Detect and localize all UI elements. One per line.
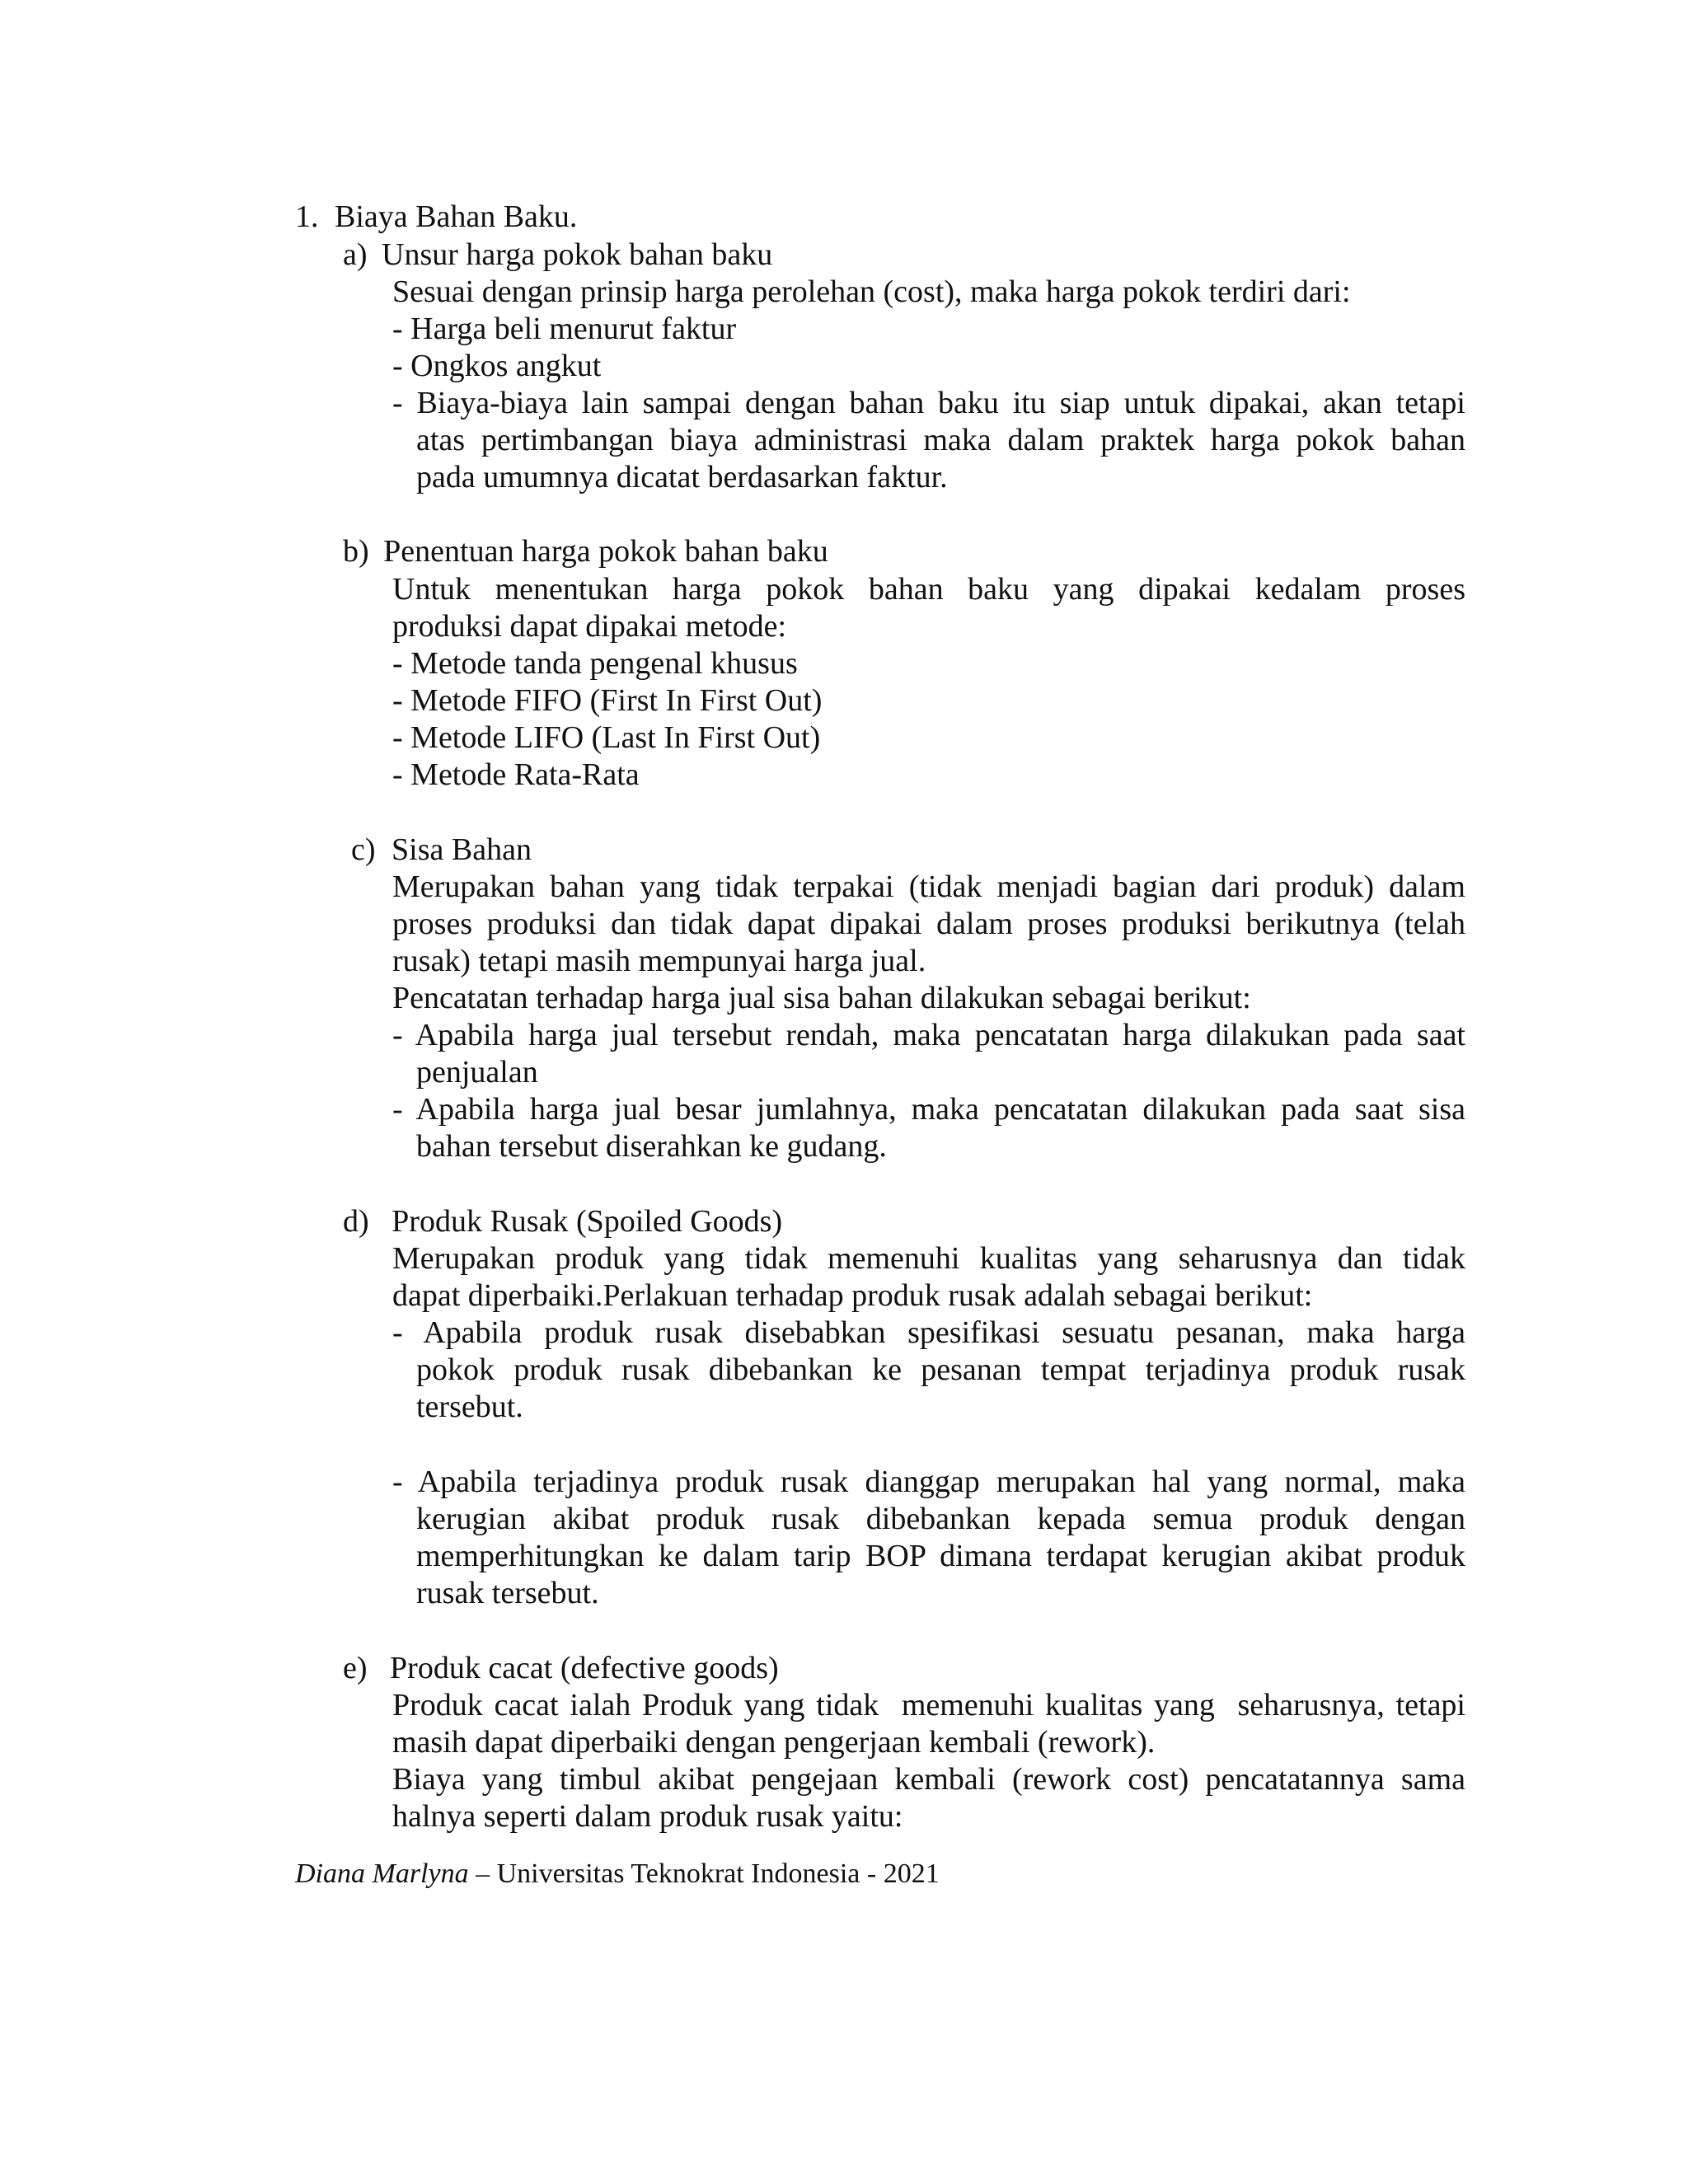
item-d-bullet-2-line-3: memperhitungkan ke dalam tarip BOP dimana terdapat kerugian akibat produk: [416, 1539, 1465, 1573]
item-c-bullet-2-line-2: bahan tersebut diserahkan ke gudang.: [416, 1129, 887, 1164]
item-c-title: Sisa Bahan: [392, 832, 532, 867]
item-b-method-1: - Metode tanda pengenal khusus: [392, 646, 798, 681]
page-footer: [295, 1857, 940, 1891]
item-d-heading: [343, 1202, 782, 1240]
item-a-bullet-1: - Harga beli menurut faktur: [392, 312, 737, 346]
item-a-marker: a): [343, 237, 368, 272]
item-a-intro: Sesuai dengan prinsip harga perolehan (cost), maka harga pokok terdiri dari:: [392, 274, 1351, 309]
item-b-intro-line-1: Untuk menentukan harga pokok bahan baku yang dipakai kedalam proses: [392, 572, 1465, 607]
item-b-marker: b): [343, 534, 369, 569]
item-e-para-1-line-2: masih dapat diperbaiki dengan pengerjaan kembali (rework).: [392, 1725, 1156, 1760]
item-d-para-line-1: Merupakan produk yang tidak memenuhi kualitas yang seharusnya dan tidak: [392, 1241, 1465, 1276]
item-a-bullet-2: - Ongkos angkut: [392, 349, 602, 383]
item-e-marker: e): [343, 1651, 368, 1685]
item-d-marker: d): [343, 1204, 369, 1239]
item-a-bullet-3-line-1: - Biaya-biaya lain sampai dengan bahan baku itu siap untuk dipakai, akan tetapi: [392, 386, 1465, 420]
item-c-bullet-1-line-1: - Apabila harga jual tersebut rendah, maka pencatatan harga dilakukan pada saat: [392, 1018, 1465, 1052]
item-b-heading: [343, 532, 828, 570]
item-d-bullet-1-line-3: tersebut.: [416, 1390, 523, 1424]
item-d-para-line-2: dapat diperbaiki.Perlakuan terhadap produk rusak adalah sebagai berikut:: [392, 1278, 1313, 1313]
item-e-heading: [343, 1649, 779, 1687]
section-number: 1.: [295, 199, 319, 234]
item-d-title: Produk Rusak (Spoiled Goods): [392, 1204, 783, 1239]
item-c-para-1-line-1: Merupakan bahan yang tidak terpakai (tidak menjadi bagian dari produk) dalam: [392, 869, 1465, 904]
item-b-method-4: - Metode Rata-Rata: [392, 757, 640, 792]
footer-affiliation: – Universitas Teknokrat Indonesia - 2021: [468, 1858, 940, 1889]
item-c-para-2: Pencatatan terhadap harga jual sisa bahan dilakukan sebagai berikut:: [392, 981, 1251, 1015]
item-b-title: Penentuan harga pokok bahan baku: [383, 534, 828, 569]
item-d-bullet-2-line-1: - Apabila terjadinya produk rusak dianggap merupakan hal yang normal, maka: [392, 1465, 1465, 1499]
footer-author: Diana Marlyna: [295, 1858, 469, 1889]
item-c-para-1-line-2: proses produksi dan tidak dapat dipakai dalam proses produksi berikutnya (telah: [392, 907, 1465, 941]
item-b-method-3: - Metode LIFO (Last In First Out): [392, 720, 821, 755]
item-d-bullet-1-line-1: - Apabila produk rusak disebabkan spesifikasi sesuatu pesanan, maka harga: [392, 1315, 1465, 1350]
item-d-bullet-2-line-2: kerugian akibat produk rusak dibebankan kepada semua produk dengan: [416, 1502, 1465, 1536]
section-title: Biaya Bahan Baku.: [335, 199, 578, 234]
item-a-bullet-3-line-3: pada umumnya dicatat berdasarkan faktur.: [416, 460, 948, 494]
item-e-para-2-line-1: Biaya yang timbul akibat pengejaan kembali (rework cost) pencatatannya sama: [392, 1762, 1465, 1797]
section-heading: [295, 198, 577, 236]
item-c-marker: c): [351, 832, 376, 867]
item-c-para-1-line-3: rusak) tetapi masih mempunyai harga jual.: [392, 944, 926, 978]
item-e-title: Produk cacat (defective goods): [390, 1651, 779, 1685]
item-a-heading: [343, 236, 772, 274]
item-c-bullet-1-line-2: penjualan: [416, 1055, 538, 1090]
item-c-heading: [351, 831, 532, 869]
item-a-bullet-3-line-2: atas pertimbangan biaya administrasi maka dalam praktek harga pokok bahan: [416, 423, 1465, 457]
item-a-title: Unsur harga pokok bahan baku: [382, 237, 773, 272]
item-b-intro-line-2: produksi dapat dipakai metode:: [392, 609, 787, 644]
item-b-method-2: - Metode FIFO (First In First Out): [392, 683, 823, 718]
item-d-bullet-1-line-2: pokok produk rusak dibebankan ke pesanan tempat terjadinya produk rusak: [416, 1352, 1465, 1387]
item-c-bullet-2-line-1: - Apabila harga jual besar jumlahnya, maka pencatatan dilakukan pada saat sisa: [392, 1092, 1465, 1127]
item-e-para-1-line-1: Produk cacat ialah Produk yang tidak memenuhi kualitas yang seharusnya, tetapi: [392, 1688, 1465, 1722]
item-d-bullet-2-line-4: rusak tersebut.: [416, 1576, 599, 1610]
item-e-para-2-line-2: halnya seperti dalam produk rusak yaitu:: [392, 1799, 903, 1834]
